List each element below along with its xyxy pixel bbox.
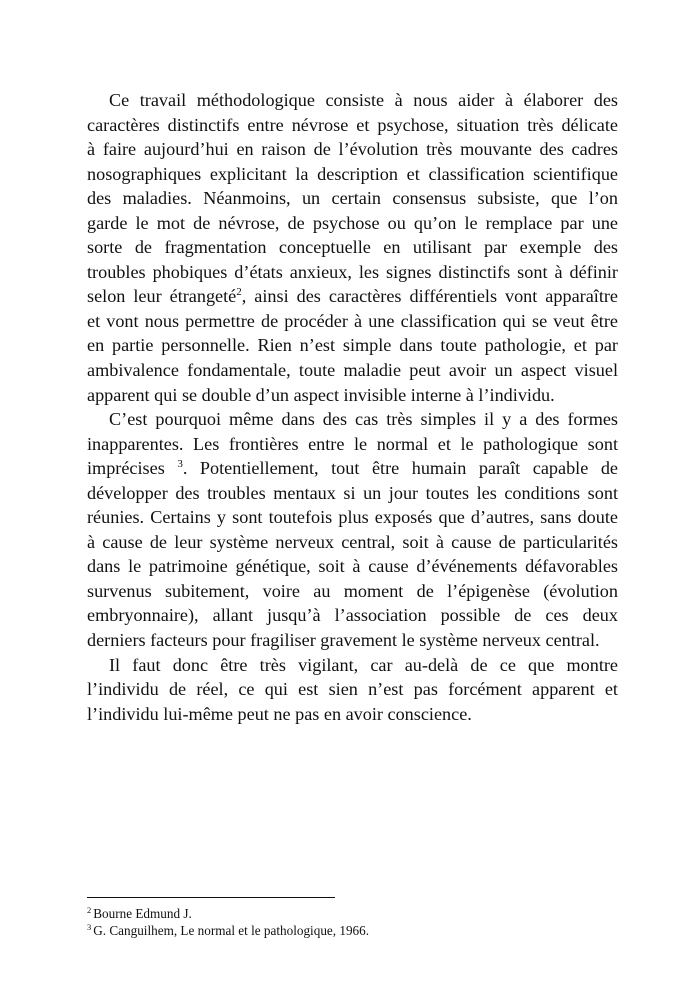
footnote (87, 922, 369, 939)
text-line: troubles phobiques d’états anxieux, les signes distinctifs sont à définir (87, 261, 618, 282)
text-line: ambivalence fondamentale, toute maladie peut avoir un aspect visuel (87, 360, 618, 381)
text-line: l’individu lui-même peut ne pas en avoir conscience. (87, 703, 472, 724)
text-line: réunies. Certains y sont toutefois plus exposés que d’autres, sans doute (87, 507, 618, 528)
footnote-number: 3 (87, 922, 92, 932)
line-text: selon leur étrangeté (87, 286, 237, 307)
text-line (87, 456, 618, 481)
text-line: développer des troubles mentaux si un jour toutes les conditions sont (87, 482, 618, 503)
text-line: nosographiques explicitant la description et classification scientifique (87, 163, 618, 184)
text-line: en partie personnelle. Rien n’est simple dans toute pathologie, et par (87, 335, 618, 356)
body-text (87, 88, 618, 726)
paragraph (87, 653, 618, 727)
footnote (87, 905, 369, 922)
text-line: C’est pourquoi même dans des cas très simples il y a des formes (109, 409, 618, 430)
line-text: . Potentiellement, tout être humain paraît capable de (182, 458, 618, 479)
text-line: apparent qui se double d’un aspect invisible interne à l’individu. (87, 384, 555, 405)
text-line: survenus subitement, voire au moment de l’épigenèse (évolution (87, 580, 618, 601)
footnote-text: Bourne Edmund J. (93, 906, 192, 921)
line-text: , ainsi des caractères différentiels vont apparaître (241, 286, 619, 307)
text-line: à faire aujourd’hui en raison de l’évolution très mouvante des cadres (87, 139, 618, 160)
footnote-text: G. Canguilhem, Le normal et le pathologique, 1966. (93, 923, 370, 938)
text-line: derniers facteurs pour fragiliser gravement le système nerveux central. (87, 630, 600, 651)
text-line: embryonnaire), allant jusqu’à l’association possible de ces deux (87, 605, 618, 626)
text-line (87, 284, 618, 309)
footnote-reference[interactable]: 2 (236, 286, 242, 299)
text-line: l’individu de réel, ce qui est sien n’est pas forcément apparent et (87, 679, 618, 700)
text-line: dans le patrimoine génétique, soit à cause d’événements défavorables (87, 556, 618, 577)
text-line: Ce travail méthodologique consiste à nous aider à élaborer des (109, 90, 618, 110)
footnote-separator (87, 897, 335, 898)
text-line: sorte de fragmentation conceptuelle en utilisant par exemple des (87, 237, 618, 258)
footnote-number: 2 (87, 905, 92, 915)
footnote-reference[interactable]: 3 (177, 458, 183, 471)
text-line: caractères distinctifs entre névrose et psychose, situation très délicate (87, 114, 618, 135)
text-line: et vont nous permettre de procéder à une classification qui se veut être (87, 310, 618, 331)
paragraph (87, 407, 618, 652)
paragraph (87, 88, 618, 407)
text-line: à cause de leur système nerveux central, soit à cause de particularités (87, 531, 618, 552)
text-line: Il faut donc être très vigilant, car au-delà de ce que montre (109, 654, 618, 675)
footnotes (87, 905, 369, 939)
text-line: garde le mot de névrose, de psychose ou qu’on le remplace par une (87, 212, 618, 233)
text-line: inapparentes. Les frontières entre le normal et le pathologique sont (87, 433, 618, 454)
line-text: imprécises (87, 458, 178, 479)
text-line: des maladies. Néanmoins, un certain consensus subsiste, que l’on (87, 188, 618, 209)
